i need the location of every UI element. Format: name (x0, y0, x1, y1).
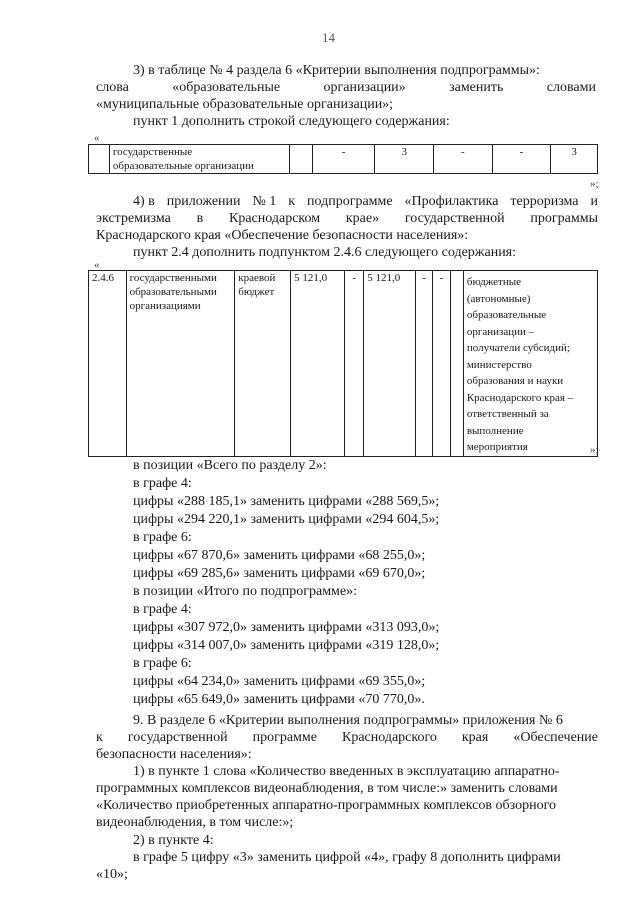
cell-text: образовательные (466, 309, 547, 321)
word: программы (530, 211, 598, 226)
list-item: в позиции «Всего по разделу 2»: (133, 458, 327, 473)
paragraph-item1-line2: программных комплексов видеонаблюдения, в том числе:» заменить словами (96, 781, 558, 796)
list-item: цифры «288 185,1» заменить цифрами «288 569,5»; (133, 494, 440, 509)
table-cell-result (450, 271, 463, 457)
word: 4) в (133, 194, 155, 209)
table-cell-source (235, 271, 291, 457)
cell-text: краевой (238, 272, 276, 284)
table-cell-name (126, 271, 235, 457)
word: Краснодарском (229, 211, 321, 226)
paragraph-item2-line2: «10»; (96, 867, 128, 882)
criteria-table (88, 144, 598, 174)
cell-text: образовательными (129, 286, 217, 298)
paragraph-section6-line3: безопасности населения»: (96, 747, 252, 762)
table-cell: - (492, 145, 551, 174)
table-row (89, 145, 598, 174)
word: № 1 (252, 194, 277, 209)
cell-text: государственные (112, 146, 193, 158)
word: к (96, 730, 103, 745)
word: «Обеспечение (513, 730, 598, 745)
list-item: цифры «64 234,0» заменить цифрами «69 355,0»; (133, 674, 426, 689)
list-item: цифры «65 649,0» заменить цифрами «70 770,0». (133, 692, 425, 707)
word: крае» (345, 211, 380, 226)
word: программе (252, 730, 317, 745)
cell-text: организации – (466, 325, 535, 338)
table-cell-name (109, 145, 289, 174)
cell-text: государственными (129, 272, 217, 284)
close-quote: »; (590, 444, 599, 456)
paragraph-add-row: пункт 1 дополнить строкой следующего содержания: (133, 114, 450, 129)
changes-list (133, 457, 439, 709)
table-cell (290, 145, 313, 174)
close-quote: »; (590, 178, 599, 190)
paragraph-section6-line2 (96, 729, 598, 746)
paragraph-appendix1-line3: Краснодарского края «Обеспечение безопасности населения»: (96, 228, 469, 243)
table-cell: 3 (551, 145, 598, 174)
page-number: 14 (322, 30, 335, 45)
list-item: в графе 6: (133, 530, 192, 545)
list-item: цифры «67 870,6» заменить цифрами «68 255,0»; (133, 548, 426, 563)
table-cell: 5 121,0 (364, 271, 416, 457)
cell-text: министерство (466, 358, 532, 371)
paragraph-item1-line4: видеонаблюдения, в том числе:»; (96, 815, 294, 830)
table-cell: - (434, 145, 493, 174)
word: словами (546, 80, 596, 95)
word: подпрограмме (307, 194, 393, 209)
list-item: цифры «69 285,6» заменить цифрами «69 670,0»; (133, 566, 426, 581)
cell-text: бюджет (238, 286, 275, 298)
word: в (196, 211, 204, 226)
word: государственной (404, 211, 505, 226)
open-quote: « (94, 132, 100, 144)
word: терроризма (510, 194, 579, 209)
list-item: в графе 6: (133, 656, 192, 671)
cell-text: (автономные) (466, 292, 531, 305)
paragraph-item2-line1: в графе 5 цифру «3» заменить цифрой «4», графу 8 дополнить цифрами (133, 850, 561, 865)
list-item: цифры «294 220,1» заменить цифрами «294 604,5»; (133, 512, 440, 527)
paragraph-item1-line3: «Количество приобретенных аппаратно-программных комплексов обзорного (96, 798, 556, 813)
word: государственной (127, 730, 228, 745)
word: Краснодарского (341, 730, 437, 745)
word: «образовательные (172, 80, 281, 95)
word: слова (96, 80, 129, 95)
word: экстремизма (96, 211, 171, 226)
paragraph-item1: 1) в пункте 1 слова «Количество введенных в эксплуатацию аппаратно- (133, 764, 560, 779)
cell-text: организациями (129, 300, 201, 312)
table-cell-number: 2.4.6 (89, 271, 127, 457)
list-item: цифры «307 972,0» заменить цифрами «313 093,0»; (133, 620, 440, 635)
table-row (89, 271, 598, 457)
list-item: цифры «314 007,0» заменить цифрами «319 128,0»; (133, 638, 440, 653)
paragraph-section6: 9. В разделе 6 «Критерии выполнения подпрограммы» приложения № 6 (133, 713, 563, 728)
paragraph-replace-words (96, 79, 596, 96)
word: и (590, 194, 598, 209)
table-cell-executor (463, 271, 597, 457)
cell-text: бюджетные (466, 276, 522, 288)
word: приложении (166, 194, 241, 209)
cell-text: Краснодарского края – (466, 391, 574, 404)
cell-text: образования и науки (466, 375, 564, 387)
table-cell: 3 (375, 145, 434, 174)
cell-text: образовательные организации (112, 160, 254, 172)
table-cell: - (416, 271, 433, 457)
activity-table (88, 270, 598, 457)
list-item: в графе 4: (133, 602, 192, 617)
table-cell (89, 145, 110, 174)
cell-text: ответственный за (466, 408, 549, 420)
cell-text: получатели субсидий; (466, 342, 570, 354)
cell-text: мероприятия (466, 441, 528, 453)
list-item: в графе 4: (133, 476, 192, 491)
word: «Профилактика (404, 194, 499, 209)
paragraph-table4-intro: 3) в таблице № 4 раздела 6 «Критерии выполнения подпрограммы»: (133, 63, 540, 78)
paragraph-appendix1-line2 (96, 210, 598, 227)
word: организации» (323, 80, 406, 95)
word: заменить (449, 80, 504, 95)
cell-text: выполнение (466, 424, 524, 437)
paragraph-add-subitem: пункт 2.4 дополнить подпунктом 2.4.6 следующего содержания: (133, 245, 517, 260)
list-item: в позиции «Итого по подпрограмме»: (133, 584, 358, 599)
paragraph-appendix1 (133, 193, 598, 210)
table-cell: - (312, 145, 375, 174)
word: края (461, 730, 489, 745)
open-quote: « (94, 259, 100, 271)
paragraph-municipal: «муниципальные образовательные организации»; (96, 97, 394, 112)
word: к (288, 194, 296, 209)
table-cell: - (433, 271, 450, 457)
paragraph-item2: 2) в пункте 4: (133, 833, 214, 848)
table-cell-total: 5 121,0 (291, 271, 345, 457)
table-cell: - (345, 271, 364, 457)
